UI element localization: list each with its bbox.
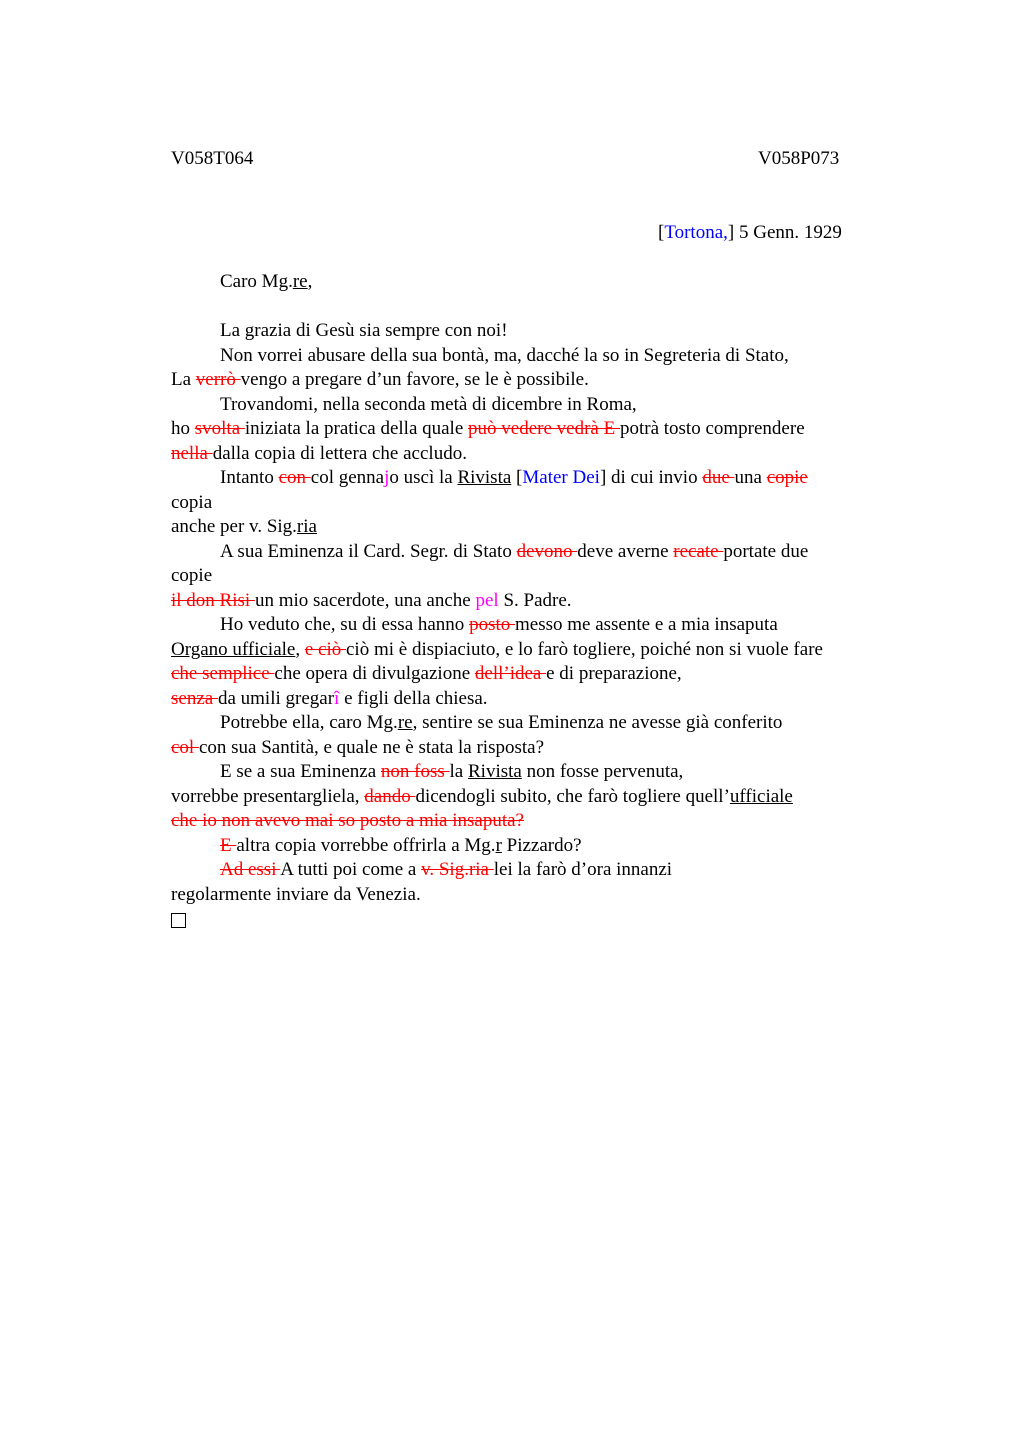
text-line bbox=[171, 907, 883, 932]
deletion: copie bbox=[766, 467, 808, 488]
insertion: j bbox=[384, 467, 390, 488]
text-line: senza da umili gregarî e figli della chiesa. bbox=[171, 687, 488, 709]
text-line: copia bbox=[171, 491, 213, 513]
text-line: La verrò vengo a pregare d’un favore, se le è possibile. bbox=[171, 369, 589, 390]
text-line: Ad essi A tutti poi come a v. Sig.ria lei la farò d’ora innanzi bbox=[220, 859, 673, 880]
editorial-note: Mater Dei bbox=[522, 467, 600, 488]
text-line: ho svolta iniziata la pratica della quale può vedere vedrà E potrà tosto comprendere bbox=[171, 418, 805, 439]
insertion: î bbox=[334, 687, 340, 709]
deletion: che semplice bbox=[171, 663, 275, 684]
editorial-place: Tortona, bbox=[664, 222, 728, 243]
deletion: il don Risi bbox=[171, 589, 255, 611]
text-line: A sua Eminenza il Card. Segr. di Stato devono deve averne recate portate due bbox=[220, 540, 809, 562]
deletion: col bbox=[171, 736, 199, 758]
text-line: copie bbox=[171, 565, 213, 586]
deletion: svolta bbox=[194, 418, 245, 439]
text-line: Trovandomi, nella seconda metà di dicembre in Roma, bbox=[220, 393, 637, 415]
deletion: devono bbox=[516, 540, 578, 562]
deletion: non foss bbox=[380, 761, 450, 782]
text-line: Potrebbe ella, caro Mg.re, sentire se sua Eminenza ne avesse già conferito bbox=[220, 712, 783, 733]
text-line: La grazia di Gesù sia sempre con noi! bbox=[220, 320, 508, 341]
deletion: Ad essi bbox=[220, 859, 281, 880]
text-line: il don Risi un mio sacerdote, una anche pel S. Padre. bbox=[171, 589, 572, 611]
deletion: recate bbox=[673, 540, 724, 562]
deletion: che io non avevo mai so posto a mia insaputa? bbox=[171, 810, 524, 831]
text-line: Ho veduto che, su di essa hanno posto messo me assente e a mia insaputa bbox=[220, 614, 778, 635]
deletion: nella bbox=[171, 442, 213, 464]
text-line: che semplice che opera di divulgazione dell’idea e di preparazione, bbox=[171, 663, 682, 684]
deletion: due bbox=[702, 467, 735, 488]
text-line: vorrebbe presentargliela, dando dicendogli subito, che farò togliere quell’ufficiale bbox=[171, 785, 793, 807]
deletion: dell’idea bbox=[474, 663, 547, 684]
letter-date: [Tortona,] 5 Genn. 1929 bbox=[658, 222, 842, 243]
text-line: col con sua Santità, e quale ne è stata la risposta? bbox=[171, 736, 545, 758]
deletion: senza bbox=[171, 687, 218, 709]
text-line: Intanto con col gennajo uscì la Rivista [Mater Dei] di cui invio due una copie bbox=[220, 467, 808, 488]
text-line: Non vorrei abusare della sua bontà, ma, dacché la so in Segreteria di Stato, bbox=[220, 344, 789, 366]
deletion: posto bbox=[469, 614, 515, 635]
insertion: pel bbox=[475, 589, 499, 611]
deletion: E bbox=[220, 834, 237, 856]
text-line: nella dalla copia di lettera che accludo. bbox=[171, 442, 467, 464]
deletion: può vedere vedrà E bbox=[468, 418, 620, 439]
end-marker-box-icon bbox=[171, 913, 186, 928]
greeting: Caro Mg.re, bbox=[220, 271, 313, 292]
deletion: con bbox=[278, 467, 311, 488]
document-code-left: V058T064 bbox=[171, 148, 254, 169]
text-line: regolarmente inviare da Venezia. bbox=[171, 883, 421, 905]
text-line: E altra copia vorrebbe offrirla a Mg.r Pizzardo? bbox=[220, 834, 582, 856]
deletion: verrò bbox=[195, 369, 241, 390]
deletion: dando bbox=[364, 785, 416, 807]
deletion: e ciò bbox=[304, 638, 346, 660]
text-line: Organo ufficiale, e ciò ciò mi è dispiaciuto, e lo farò togliere, poiché non si vuole fare bbox=[171, 638, 823, 660]
text-line: anche per v. Sig.ria bbox=[171, 516, 317, 537]
letter-body bbox=[171, 319, 883, 932]
deletion: v. Sig.ria bbox=[421, 859, 494, 880]
document-code-right: V058P073 bbox=[758, 148, 840, 169]
text-line: E se a sua Eminenza non foss la Rivista non fosse pervenuta, bbox=[220, 761, 684, 782]
text-line bbox=[171, 809, 883, 834]
